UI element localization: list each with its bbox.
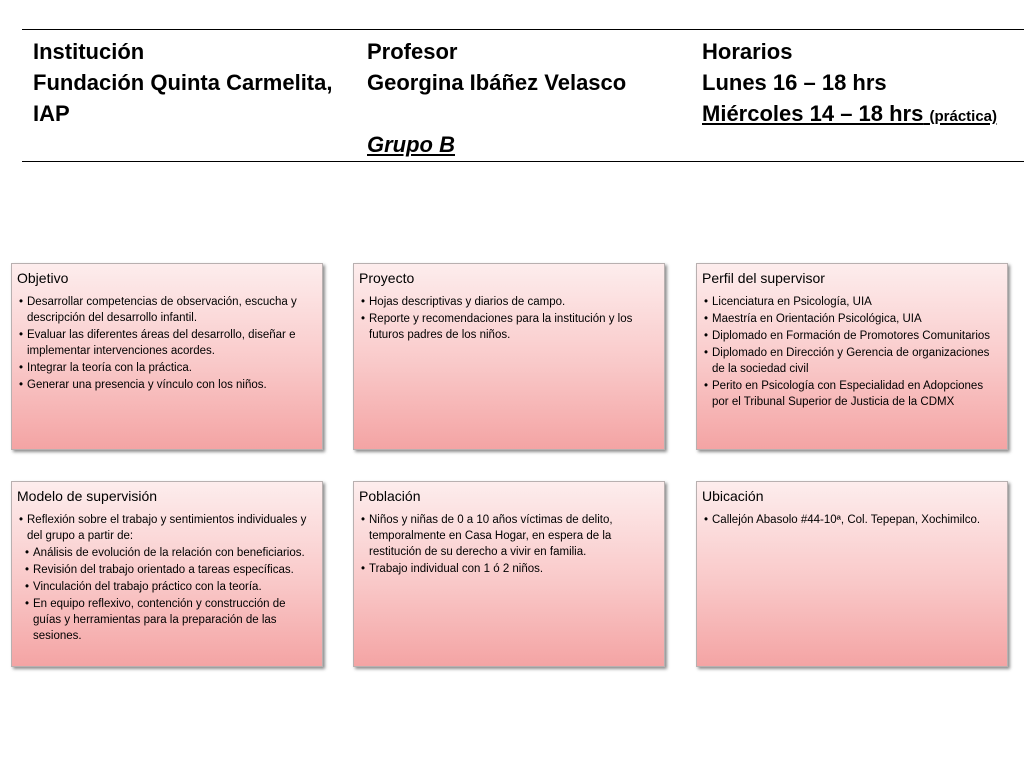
card-modelo-supervision [11, 481, 323, 667]
card-perfil-title: Perfil del supervisor [702, 270, 825, 286]
list-item: • Reflexión sobre el trabajo y sentimientos individuales y del grupo a partir de: [17, 512, 316, 544]
list-item: • Perito en Psicología con Especialidad en Adopciones por el Tribunal Superior de Justicia de la CDMX [702, 378, 1001, 410]
profesor-name: Georgina Ibáñez Velasco [367, 70, 627, 95]
header-bottom-rule [22, 161, 1024, 162]
list-item: • Niños y niñas de 0 a 10 años víctimas de delito, temporalmente en Casa Hogar, en espera de la restitución de su derecho a vivir en familia. [359, 512, 658, 560]
profesor-label: Profesor [367, 39, 458, 64]
card-ubicacion [696, 481, 1008, 667]
list-item: • Trabajo individual con 1 ó 2 niños. [359, 561, 658, 577]
horario-lunes: Lunes 16 – 18 hrs [702, 70, 887, 95]
list-item: • En equipo reflexivo, contención y construcción de guías y herramientas para la preparación de las sesiones. [17, 596, 316, 644]
list-item: • Licenciatura en Psicología, UIA [702, 294, 1001, 310]
horario-miercoles [702, 98, 997, 132]
card-ubicacion-title: Ubicación [702, 488, 764, 504]
card-modelo-list [17, 512, 316, 644]
list-item: • Desarrollar competencias de observación, escucha y descripción del desarrollo infantil. [17, 294, 316, 326]
list-item: • Hojas descriptivas y diarios de campo. [359, 294, 658, 310]
profesor-column [367, 36, 626, 160]
card-poblacion-list [359, 512, 658, 577]
card-objetivo [11, 263, 323, 450]
list-item: • Callejón Abasolo #44-10ª, Col. Tepepan, Xochimilco. [702, 512, 1001, 528]
list-item: • Diplomado en Formación de Promotores Comunitarios [702, 328, 1001, 344]
card-proyecto-title: Proyecto [359, 270, 415, 286]
card-objetivo-list [17, 294, 316, 393]
grupo-label: Grupo B [367, 132, 455, 157]
institucion-name-line1: Fundación Quinta Carmelita, [33, 70, 333, 95]
list-item: • Revisión del trabajo orientado a tareas específicas. [17, 562, 316, 578]
card-perfil-list [702, 294, 1001, 410]
horarios-label: Horarios [702, 39, 793, 64]
card-proyecto [353, 263, 665, 450]
card-poblacion [353, 481, 665, 667]
horario-miercoles-text: Miércoles 14 – 18 hrs [702, 101, 924, 126]
horarios-column [702, 36, 997, 132]
card-modelo-title: Modelo de supervisión [17, 488, 158, 504]
institucion-name-line2: IAP [33, 101, 70, 126]
card-perfil-supervisor [696, 263, 1008, 450]
institucion-label: Institución [33, 39, 145, 64]
list-item: • Diplomado en Dirección y Gerencia de organizaciones de la sociedad civil [702, 345, 1001, 377]
list-item: • Evaluar las diferentes áreas del desarrollo, diseñar e implementar intervenciones acordes. [17, 327, 316, 359]
header-top-rule [22, 29, 1024, 30]
card-proyecto-list [359, 294, 658, 343]
list-item: • Reporte y recomendaciones para la institución y los futuros padres de los niños. [359, 311, 658, 343]
horario-miercoles-note: (práctica) [929, 108, 998, 125]
list-item: • Vinculación del trabajo práctico con la teoría. [17, 579, 316, 595]
list-item: • Análisis de evolución de la relación con beneficiarios. [17, 545, 316, 561]
card-ubicacion-list [702, 512, 1001, 528]
card-objetivo-title: Objetivo [17, 270, 69, 286]
institucion-column [33, 36, 332, 129]
card-poblacion-title: Población [359, 488, 421, 504]
list-item: • Maestría en Orientación Psicológica, UIA [702, 311, 1001, 327]
list-item: • Generar una presencia y vínculo con los niños. [17, 377, 316, 393]
list-item: • Integrar la teoría con la práctica. [17, 360, 316, 376]
